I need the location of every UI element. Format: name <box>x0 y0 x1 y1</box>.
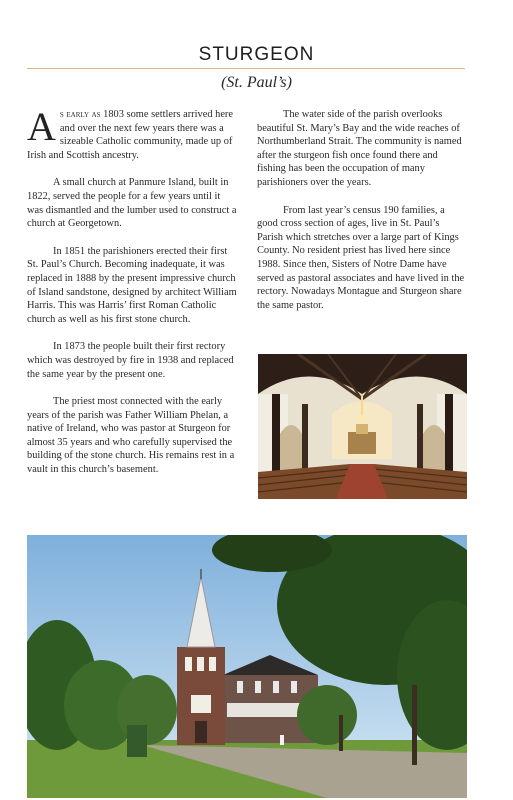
opening-small-caps: s early as <box>59 109 101 120</box>
left-paragraph-2: A small church at Panmure Island, built in 1822, served the people for a few years until it was dismantled and the lumber used to construct a church at Georgetown. <box>27 177 237 230</box>
left-paragraph-3: In 1851 the parishioners erected their first St. Paul’s Church. Becoming inadequate, it was replaced in 1888 by the present impressive church of Island sandstone, designed by architect William Harris. This was Harris’ first Roman Catholic church as well as his first stone church. <box>27 245 237 325</box>
title-rule <box>27 68 465 69</box>
left-paragraph-1 <box>27 104 237 162</box>
right-column <box>257 108 467 312</box>
left-paragraph-4: In 1873 the people built their first rectory which was destroyed by fire in 1938 and replaced the same year by the present one. <box>27 341 234 380</box>
left-column <box>27 104 237 477</box>
left-paragraph-1-text: 1803 some settlers arrived here and over the next few years there was a sizeable Catholic community, made up of Irish and Scottish ancestry. <box>27 109 233 161</box>
left-paragraph-5: The priest most connected with the early years of the parish was Father William Phelan, a native of Ireland, who was pastor at Sturgeon for almost 35 years and who carefully supervised the building of the stone church. His remains rest in a vault in this church’s basement. <box>27 396 235 476</box>
drop-cap: A <box>27 104 56 149</box>
right-paragraph-1: The water side of the parish overlooks beautiful St. Mary’s Bay and the wide reaches of Northumberland Strait. The community is named after the sturgeon fish once found there and fishing has been the occupation of many parishioners over the years. <box>257 109 462 188</box>
page-subtitle: (St. Paul’s) <box>221 74 292 91</box>
church-exterior-photo <box>27 535 467 798</box>
page-title: STURGEON <box>198 44 315 65</box>
right-paragraph-2: From last year’s census 190 families, a good cross section of ages, live in St. Paul’s Parish which stretches over a large part of Kings County. No resident priest has lived here since 1988. Since then, Sisters of Notre Dame have served as pastoral associates and have lived in the rectory. Nowadays Montague and Sturgeon share the same pastor. <box>257 204 465 311</box>
church-interior-photo <box>258 354 467 499</box>
